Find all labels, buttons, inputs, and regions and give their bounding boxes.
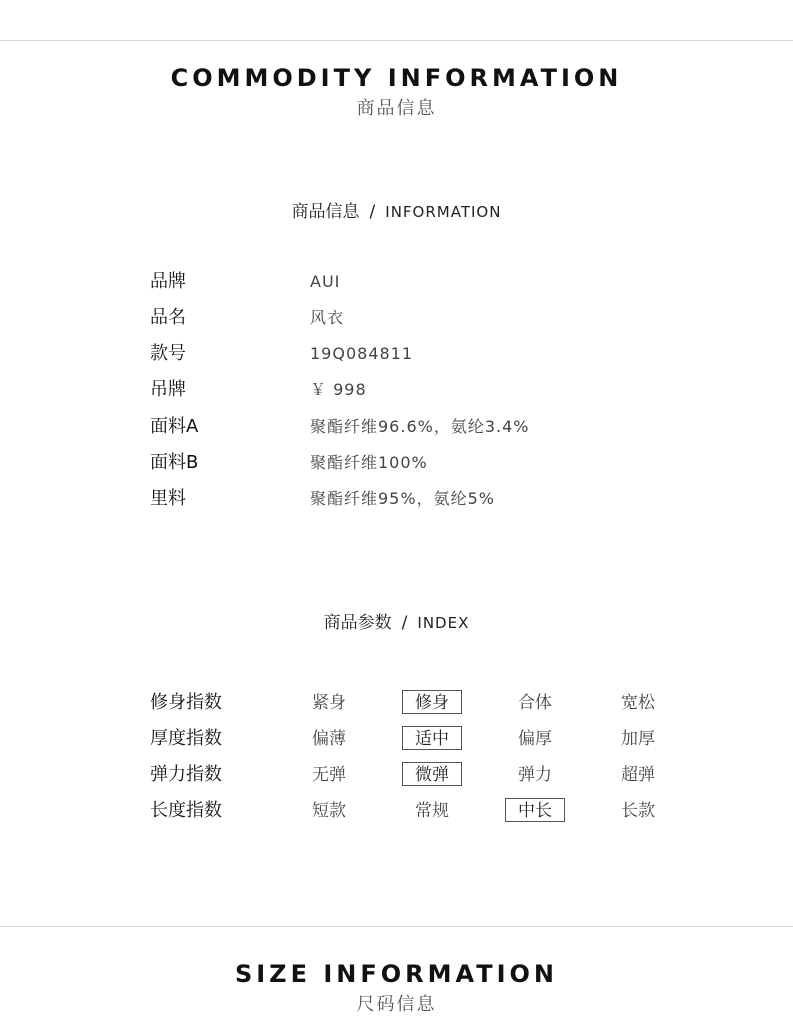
info-section-title — [0, 201, 793, 223]
index-option: 常规 — [415, 801, 449, 821]
index-label: 长度指数 — [150, 800, 222, 821]
index-option: 紧身 — [312, 693, 346, 713]
index-section-title — [0, 612, 793, 634]
index-label: 弹力指数 — [150, 764, 222, 785]
info-value: 风衣 — [310, 308, 345, 327]
index-option: 无弹 — [312, 765, 346, 785]
index-row-thickness — [150, 726, 710, 752]
index-option-selected: 中长 — [505, 798, 565, 822]
info-label: 吊牌 — [150, 379, 186, 400]
index-title-cn: 商品参数 — [323, 613, 392, 633]
index-option-selected: 微弹 — [402, 762, 462, 786]
info-label: 款号 — [150, 343, 186, 364]
index-label: 修身指数 — [150, 692, 222, 713]
index-title-separator: / — [401, 613, 408, 633]
size-title: SIZE INFORMATION — [234, 960, 559, 988]
index-label: 厚度指数 — [150, 728, 222, 749]
info-value: 聚酯纤维100% — [310, 453, 428, 472]
index-option: 短款 — [312, 801, 346, 821]
top-divider — [0, 40, 793, 41]
info-value: 聚酯纤维95%，氨纶5% — [310, 489, 495, 508]
index-option-selected: 适中 — [402, 726, 462, 750]
index-option: 超弹 — [621, 765, 655, 785]
info-value: ￥ 998 — [310, 380, 367, 399]
info-label: 品牌 — [150, 271, 186, 292]
commodity-title: COMMODITY INFORMATION — [170, 64, 623, 92]
info-title-cn: 商品信息 — [291, 202, 360, 222]
index-option: 偏厚 — [518, 729, 552, 749]
size-subtitle: 尺码信息 — [356, 994, 437, 1015]
index-row-length — [150, 798, 710, 824]
info-label: 面料B — [150, 452, 199, 473]
info-value: 19Q084811 — [310, 344, 414, 363]
index-row-fit — [150, 690, 710, 716]
info-value: 聚酯纤维96.6%，氨纶3.4% — [310, 417, 530, 436]
info-label: 品名 — [150, 307, 186, 328]
index-option: 加厚 — [621, 729, 655, 749]
info-value: AUI — [310, 272, 341, 291]
index-row-elasticity — [150, 762, 710, 788]
index-option: 宽松 — [621, 693, 655, 713]
index-option-selected: 修身 — [402, 690, 462, 714]
index-option: 合体 — [518, 693, 552, 713]
info-label: 面料A — [150, 416, 199, 437]
index-option: 偏薄 — [312, 729, 346, 749]
commodity-subtitle: 商品信息 — [356, 98, 437, 119]
index-title-en: INDEX — [417, 614, 470, 632]
index-option: 弹力 — [518, 765, 552, 785]
info-label: 里料 — [150, 488, 186, 509]
info-title-separator: / — [369, 202, 376, 222]
bottom-divider — [0, 926, 793, 927]
info-title-en: INFORMATION — [385, 203, 502, 221]
index-option: 长款 — [621, 801, 655, 821]
